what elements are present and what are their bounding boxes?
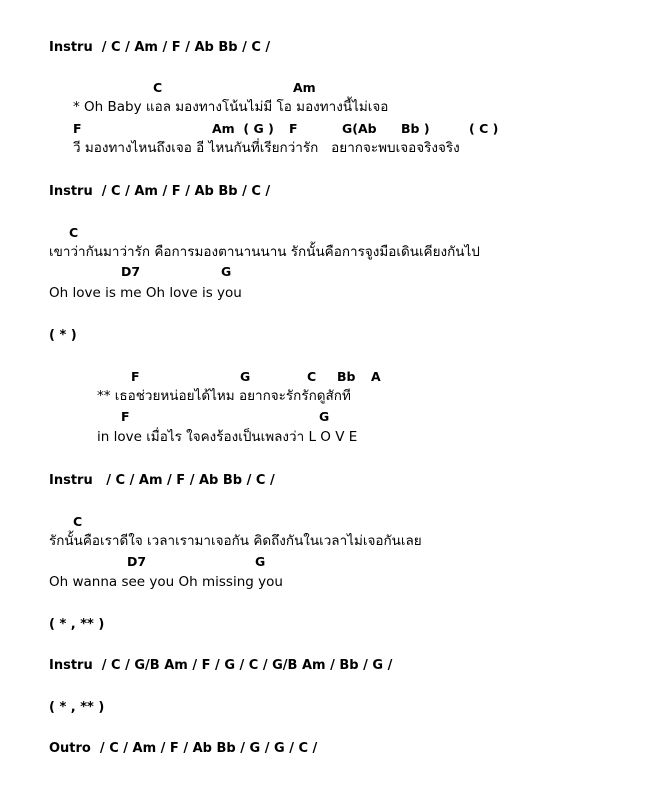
chord-am: Am xyxy=(293,80,316,95)
lyric-line: ** เธอช่วยหน่อยได้ไหม อยากจะรักรักดูสักที xyxy=(97,388,351,404)
chord-g: G xyxy=(255,554,266,569)
instru-line-3: Instru / C / Am / F / Ab Bb / C / xyxy=(49,473,275,488)
chord-c: C xyxy=(69,225,79,240)
lyric-line: วี มองทางไหนถึงเจอ อี ไหนกันที่เรียกว่ารัก อยากจะพบเจอจริงจริง xyxy=(73,140,460,156)
chord-a: A xyxy=(371,369,381,384)
repeat-marker: ( * , ** ) xyxy=(49,700,105,715)
lyric-line: Oh wanna see you Oh missing you xyxy=(49,574,283,590)
chord-f: F xyxy=(73,121,82,136)
chord-bb: Bb xyxy=(337,369,356,384)
chord-g: G xyxy=(240,369,251,384)
repeat-marker: ( * ) xyxy=(49,328,77,343)
outro-line: Outro / C / Am / F / Ab Bb / G / G / C / xyxy=(49,741,318,756)
chord-c: C xyxy=(307,369,317,384)
repeat-marker: ( * , ** ) xyxy=(49,617,105,632)
chord-g: G xyxy=(221,264,232,279)
chord-f: F xyxy=(121,409,130,424)
chord-f: F xyxy=(289,121,298,136)
chord-c: ( C ) xyxy=(469,121,499,136)
chord-g-ab: G(Ab xyxy=(342,121,377,136)
instru-line-4: Instru / C / G/B Am / F / G / C / G/B Am / Bb / G / xyxy=(49,658,393,673)
lyric-line: in love เมื่อไร ใจคงร้องเป็นเพลงว่า L O V E xyxy=(97,429,358,445)
chord-f: F xyxy=(131,369,140,384)
chord-c: C xyxy=(73,514,83,529)
instru-line-2: Instru / C / Am / F / Ab Bb / C / xyxy=(49,184,271,199)
instru-line-1: Instru / C / Am / F / Ab Bb / C / xyxy=(49,40,271,55)
chord-d7: D7 xyxy=(121,264,141,279)
lyric-line: รักนั้นคือเราดีใจ เวลาเรามาเจอกัน คิดถึงกันในเวลาไม่เจอกันเลย xyxy=(49,533,422,549)
lyric-line: Oh love is me Oh love is you xyxy=(49,285,242,301)
chord-c: C xyxy=(153,80,163,95)
lyric-line: เขาว่ากันมาว่ารัก คือการมองตานานนาน รักนั้นคือการจูงมือเดินเคียงกันไป xyxy=(49,244,480,260)
chord-g: G xyxy=(319,409,330,424)
chord-d7: D7 xyxy=(127,554,147,569)
chord-am-g: Am ( G ) xyxy=(212,121,274,136)
lyric-line: * Oh Baby แอล มองทางโน้นไม่มี โอ มองทางนี้ไม่เจอ xyxy=(73,99,389,115)
chord-bb: Bb ) xyxy=(401,121,430,136)
